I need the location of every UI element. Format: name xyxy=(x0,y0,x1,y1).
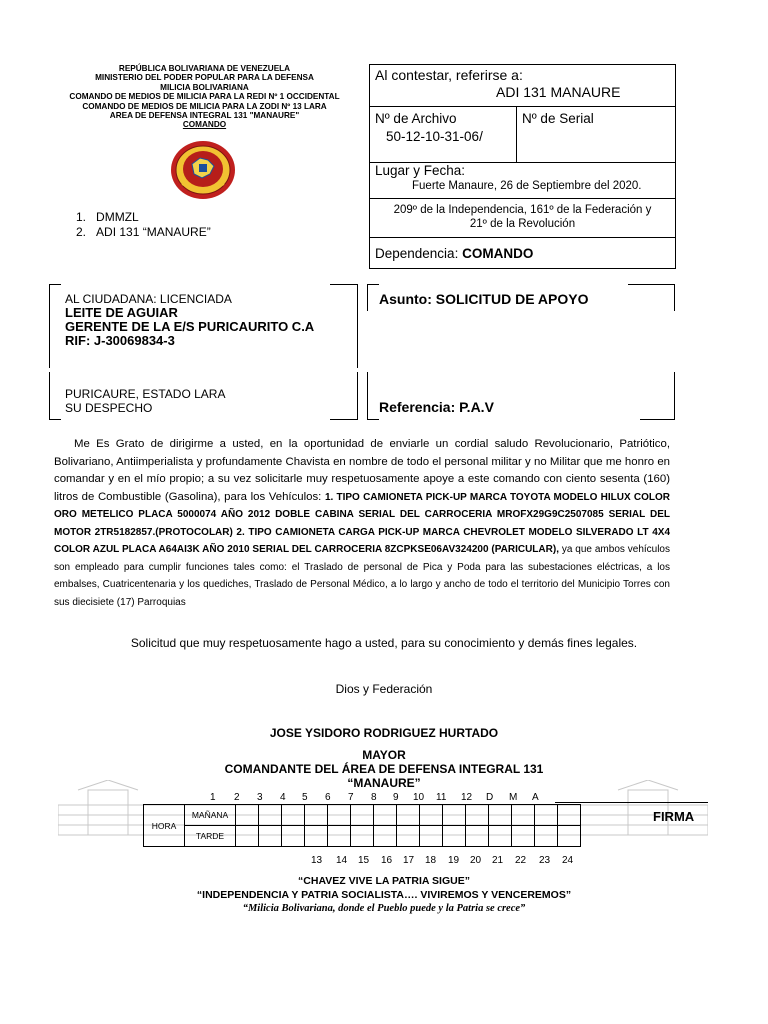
footer-motto-1: “CHAVEZ VIVE LA PATRIA SIGUE” xyxy=(298,875,470,887)
hora-label: HORA xyxy=(144,805,185,847)
serial-label: Nº de Serial xyxy=(522,111,594,126)
footer-motto-2: “INDEPENDENCIA Y PATRIA SOCIALISTA…. VIVIREMOS Y VENCEREMOS” xyxy=(196,889,572,901)
referencia: Referencia: P.A.V xyxy=(379,399,494,415)
addressee: AL CIUDADANA: LICENCIADA LEITE DE AGUIAR GERENTE DE LA E/S PURICAURITO C.A RIF: J-30069834-3 xyxy=(65,292,315,348)
footer-motto-3: “Milicia Bolivariana, donde el Pueblo puede y la Patria se crece” xyxy=(242,903,526,914)
dependencia: Dependencia: COMANDO xyxy=(375,246,534,261)
closing-text: Solicitud que muy respetuosamente hago a usted, para su conocimiento y demás fines legales. xyxy=(130,636,638,650)
letterhead-underlined: COMANDO xyxy=(182,120,227,130)
hour-numbers-top: 1 2 3 4 5 6 7 8 9 10 11 12 D M A xyxy=(210,792,539,803)
archivo-label: Nº de Archivo xyxy=(375,111,457,126)
signer-name: JOSE YSIDORO RODRIGUEZ HURTADO xyxy=(269,726,499,740)
manana-label: MAÑANA xyxy=(185,805,236,826)
hour-table xyxy=(143,804,581,847)
lugar-label: Lugar y Fecha: xyxy=(375,163,466,178)
hour-numbers-bottom: 13 14 15 16 17 18 19 20 21 22 23 24 xyxy=(311,855,574,866)
letterhead-line: COMANDO DE MEDIOS DE MILICIA PARA LA REDI Nº 1 OCCIDENTAL xyxy=(69,92,340,102)
contestar-label: Al contestar, referirse a: xyxy=(375,67,523,83)
archivo-value: 50-12-10-31-06/ xyxy=(386,129,483,144)
addressee-location: PURICAURE, ESTADO LARA SU DESPECHO xyxy=(65,387,226,415)
letterhead-line: REPÚBLICA BOLIVARIANA DE VENEZUELA xyxy=(118,64,291,73)
distribution-list xyxy=(76,210,211,240)
militia-seal-icon xyxy=(170,140,236,200)
signer-block: MAYOR COMANDANTE DEL ÁREA DE DEFENSA INTEGRAL 131 “MANAURE” xyxy=(224,748,544,790)
asunto: Asunto: SOLICITUD DE APOYO xyxy=(379,291,589,307)
salutation: Dios y Federación xyxy=(335,682,433,696)
years-text: 209º de la Independencia, 161º de la Federación y 21º de la Revolución xyxy=(393,204,652,230)
lugar-value: Fuerte Manaure, 26 de Septiembre del 2020. xyxy=(412,180,642,192)
letterhead-line: COMANDO DE MEDIOS DE MILICIA PARA LA ZODI Nº 13 LARA xyxy=(82,101,327,111)
tarde-label: TARDE xyxy=(185,826,236,847)
list-item: 1. DMMZL xyxy=(76,210,139,224)
letterhead-line: MILICIA BOLIVARIANA xyxy=(160,82,249,92)
letterhead xyxy=(52,64,357,130)
list-item: 2. ADI 131 “MANAURE” xyxy=(76,225,211,239)
letterhead-line: AREA DE DEFENSA INTEGRAL 131 "MANAURE" xyxy=(109,111,300,121)
reference-box xyxy=(369,64,676,269)
letterhead-line: MINISTERIO DEL PODER POPULAR PARA LA DEFENSA xyxy=(95,73,314,83)
firma-label: FIRMA xyxy=(653,809,695,824)
body-paragraph: Me Es Grato de dirigirme a usted, en la oportunidad de enviarle un cordial saludo Revolucionario, Patriótico, Bolivariano, Antiimperialista y profundamente Chavista en nombre de todo el personal militar y no Militar que me honro en comandar y en el mío propio; a su vez solicitarle muy respetuosamente apoye a este comando con ciento sesenta (160) litros de Combustible (Gasolina), para los Vehículos: 1. TIPO CAMIONETA PICK-UP MARCA TOYOTA MODELO HILUX COLOR ORO METELICO PLACA 5000074 AÑO 2012 DOBLE CABINA SERIAL DEL CARROCERIA MROFX29G9C2507085 SERIAL DEL MOTOR 2TR5182857.(PROTOCOLAR) 2. TIPO CAMIONETA CARGA PICK-UP MARCA CHEVROLET MODELO SILVERADO LT 4X4 COLOR AZUL PLACA A64AI3K AÑO 2010 SERIAL DEL CARROCERIA 8ZCPKSE06AV324200 (PARICULAR), ya que ambos vehículos son empleado para cumplir funciones tales como: el Traslado de personal de Pica y Poda para las subestaciones eléctricas, a los embalses, Cuatricentenaria y los quediches, Traslado de Personal Médico, a lo largo y ancho de todo el territorio del Municipio Torres con sus diecisiete (17) Parroquias xyxy=(54,438,670,608)
contestar-value: ADI 131 MANAURE xyxy=(496,84,621,100)
